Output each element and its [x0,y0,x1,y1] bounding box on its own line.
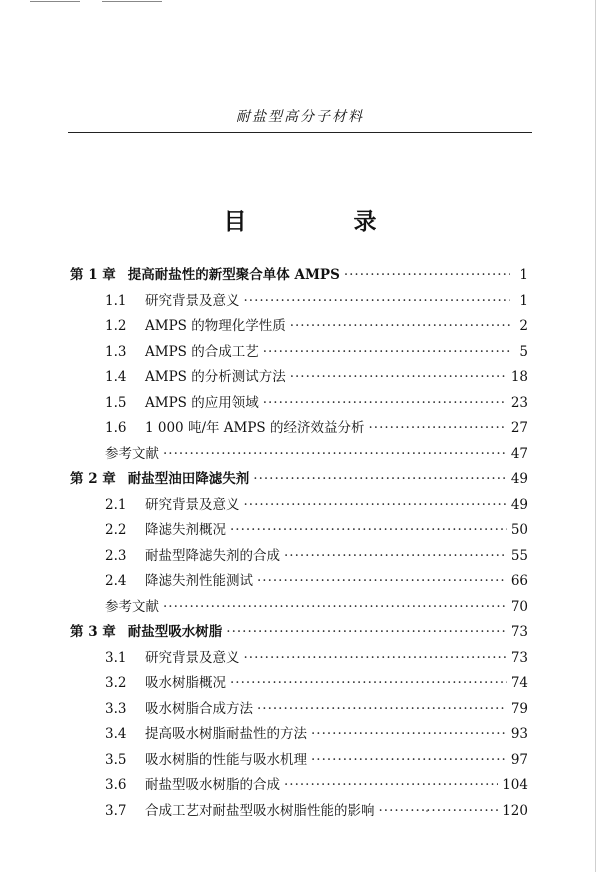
toc-leader-dots [284,548,507,564]
toc-references-row[interactable] [70,442,528,468]
toc-leader-dots [290,369,507,385]
toc-number: 2.4 [105,573,127,589]
page-edge [595,0,596,872]
toc-title: 降滤失剂性能测试 [145,573,253,589]
toc-number: 第 3 章 [70,624,116,640]
toc-leader-dots [230,522,507,538]
toc-number: 3.3 [105,700,127,717]
toc-title: 吸水树脂合成方法 [145,700,253,717]
toc-number: 1.2 [105,318,127,334]
toc-number: 1.1 [105,292,127,309]
toc-leader-dots [290,318,510,334]
toc-section-row[interactable] [70,289,528,315]
toc-section-row[interactable] [70,748,528,774]
toc-leader-dots [244,293,511,309]
toc-leader-dots [344,267,510,283]
toc-section-row[interactable] [70,391,528,417]
toc-page-number: 93 [510,726,528,742]
toc-title: 降滤失剂概况 [145,522,226,538]
toc-page-number: 5 [519,343,528,360]
toc-leader-dots [263,344,510,360]
top-edge-marks [30,0,170,4]
toc-title: 耐盐型吸水树脂的合成 [145,777,280,793]
toc-title: 吸水树脂的性能与吸水机理 [145,751,307,768]
toc-number: 1.6 [105,420,127,436]
toc-page-number: 97 [510,751,528,768]
toc-number: 3.1 [105,649,127,666]
toc-references-row[interactable] [70,595,528,621]
toc-title: 研究背景及意义 [145,649,240,666]
toc-section-row[interactable] [70,722,528,748]
toc-leader-dots [263,395,507,411]
toc-title: 1 000 吨/年 AMPS 的经济效益分析 [145,420,365,436]
toc-leader-dots [230,675,507,691]
toc-title: 耐盐型油田降滤失剂 [127,471,250,487]
toc-title: AMPS 的分析测试方法 [145,369,286,385]
toc-leader-dots [368,420,506,436]
toc-chapter-row[interactable] [70,620,528,646]
toc-page-number: 23 [510,394,528,411]
toc-number: 2.1 [105,496,127,513]
toc-number: 第 1 章 [70,267,116,283]
toc-leader-dots [311,752,507,768]
toc-number: 3.2 [105,675,127,691]
toc-leader-dots [244,497,507,513]
toc-section-row[interactable] [70,646,528,672]
toc-section-row[interactable] [70,569,528,595]
toc-title: 参考文献 [105,445,159,462]
toc-number: 1.4 [105,369,127,385]
toc-number: 3.5 [105,751,127,768]
toc-leader-dots [257,701,507,717]
toc-section-row[interactable] [70,697,528,723]
toc-page-number: 120 [502,802,528,819]
toc-title: AMPS 的合成工艺 [145,343,259,360]
toc-chapter-row[interactable] [70,467,528,493]
toc-leader-dots [226,624,507,640]
toc-page-number: 73 [510,649,528,666]
toc-number: 1.5 [105,394,127,411]
toc-page-number: 18 [510,369,528,385]
toc-section-row[interactable] [70,416,528,442]
toc-section-row[interactable] [70,340,528,366]
toc-page-number: 70 [510,598,528,615]
toc-title: 提高耐盐性的新型聚合单体 AMPS [127,267,340,283]
toc-page-number: 27 [510,420,528,436]
toc-leader-dots [163,446,507,462]
toc-title: 耐盐型降滤失剂的合成 [145,547,280,564]
toc-page-number: 66 [510,573,528,589]
toc-title: 提高吸水树脂耐盐性的方法 [145,726,307,742]
toc-title: AMPS 的物理化学性质 [145,318,286,334]
toc-section-row[interactable] [70,799,528,825]
toc-section-row[interactable] [70,314,528,340]
toc-page-number: 79 [510,700,528,717]
toc-section-row[interactable] [70,773,528,799]
toc-section-row[interactable] [70,493,528,519]
toc-page-number: 2 [519,318,528,334]
toc-page-number: 55 [510,547,528,564]
running-header: 耐盐型高分子材料 [236,109,364,125]
header-rule [68,132,532,133]
toc-page-number: 47 [510,445,528,462]
toc-leader-dots [244,650,507,666]
toc-title: 研究背景及意义 [145,496,240,513]
toc-chapter-row[interactable] [70,263,528,289]
toc-title: AMPS 的应用领域 [145,394,259,411]
toc-section-row[interactable] [70,544,528,570]
toc-section-row[interactable] [70,518,528,544]
page-title: 目 录 [223,208,419,235]
toc-leader-dots [284,777,498,793]
toc-leader-dots [253,471,507,487]
toc-title: 参考文献 [105,598,159,615]
toc-title: 耐盐型吸水树脂 [127,624,223,640]
scan-speck [426,810,428,812]
toc-leader-dots [163,599,507,615]
toc-page-number: 73 [510,624,528,640]
toc-number: 3.4 [105,726,127,742]
toc-page-number: 104 [502,777,528,793]
toc-title: 研究背景及意义 [145,292,240,309]
toc-leader-dots [379,803,499,819]
toc-number: 第 2 章 [70,471,116,487]
toc-number: 2.2 [105,522,127,538]
toc-leader-dots [257,573,507,589]
toc-title: 吸水树脂概况 [145,675,226,691]
toc-page-number: 74 [510,675,528,691]
table-of-contents [70,263,528,824]
toc-page-number: 1 [519,267,528,283]
toc-leader-dots [311,726,507,742]
toc-page-number: 49 [510,471,528,487]
toc-page-number: 1 [519,292,528,309]
toc-number: 2.3 [105,547,127,564]
toc-section-row[interactable] [70,671,528,697]
toc-number: 3.7 [105,802,127,819]
toc-section-row[interactable] [70,365,528,391]
toc-number: 1.3 [105,343,127,360]
toc-title: 合成工艺对耐盐型吸水树脂性能的影响 [145,802,375,819]
toc-number: 3.6 [105,777,127,793]
toc-page-number: 50 [510,522,528,538]
toc-page-number: 49 [510,496,528,513]
